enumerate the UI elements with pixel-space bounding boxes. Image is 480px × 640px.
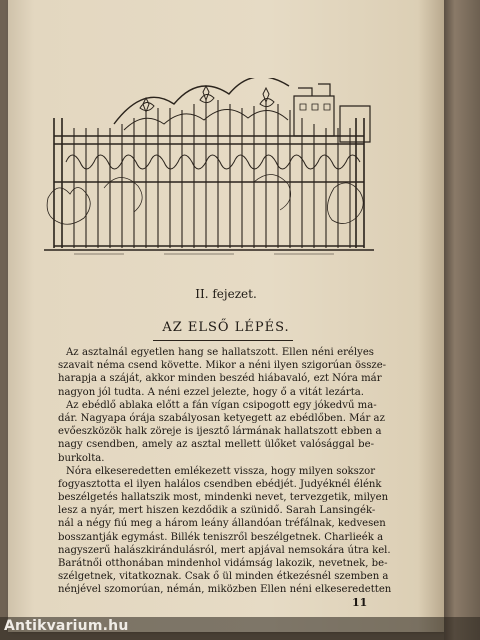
text-line: szélgetnek, vitatkoznak. Csak ő ül minden étkezésnél szemben a xyxy=(58,571,389,583)
text-line: dár. Nagyapa órája szabályosan ketyegett az ebédlőben. Már az xyxy=(58,412,385,424)
watermark-text: Antikvarium.hu xyxy=(4,618,129,634)
body-text xyxy=(58,346,392,597)
book-binding-edge xyxy=(444,0,480,640)
chapter-number: II. fejezet. xyxy=(195,287,257,301)
text-line: Az asztalnál egyetlen hang se hallatszott. Ellen néni erélyes xyxy=(66,347,374,358)
text-line: evőeszközök halk zöreje is ijesztő lármának hallatszott ebben a xyxy=(58,426,382,438)
text-line: burkolta. xyxy=(58,452,105,464)
text-line: beszélgetés hallatszik most, mindenki nevet, tervezgetik, milyen xyxy=(58,492,389,504)
text-line: nagy csendben, amely az asztal mellett ülőket valósággal be- xyxy=(58,439,374,451)
book-page xyxy=(8,0,444,632)
iron-gate-illustration xyxy=(44,78,374,258)
chapter-title: AZ ELSŐ LÉPÉS. xyxy=(162,320,290,335)
text-line: nál a négy fiú meg a három leány állandóan tréfálnak, kedvesen xyxy=(58,518,386,530)
page-number: 11 xyxy=(352,596,368,609)
text-line: Nóra elkeseredetten emlékezett vissza, hogy milyen sokszor xyxy=(66,465,376,477)
text-line: szavait néma csend követte. Mikor a néni ilyen szigorúan össze- xyxy=(58,360,387,372)
text-line: Az ebédlő ablaka előtt a fán vígan csipogott egy jókedvű ma- xyxy=(66,399,377,411)
text-line: nénjével szomorúan, némán, miközben Ellen néni elkeseredetten xyxy=(58,584,392,596)
text-line: Barátnői otthonában mindenhol vidámság lakozik, nevetnek, be- xyxy=(58,558,388,569)
text-line: bosszantják egymást. Billék teniszről beszélgetnek. Charlieék a xyxy=(58,531,384,543)
text-line: fogyasztotta el ilyen halálos csendben ebédjét. Judyéknél élénk xyxy=(58,478,382,490)
title-underline xyxy=(153,340,293,341)
text-line: lesz a nyár, mert hiszen kezdődik a szünidő. Sarah Lansingék- xyxy=(58,505,376,517)
text-line: nagyszerű halászkirándulásról, mert apjával nemsokára útra kel. xyxy=(58,544,391,556)
text-line: harapja a száját, akkor minden beszéd hiábavaló, ezt Nóra már xyxy=(58,373,382,385)
text-line: nagyon jól tudta. A néni ezzel jelezte, hogy ő a vitát lezárta. xyxy=(58,386,364,398)
